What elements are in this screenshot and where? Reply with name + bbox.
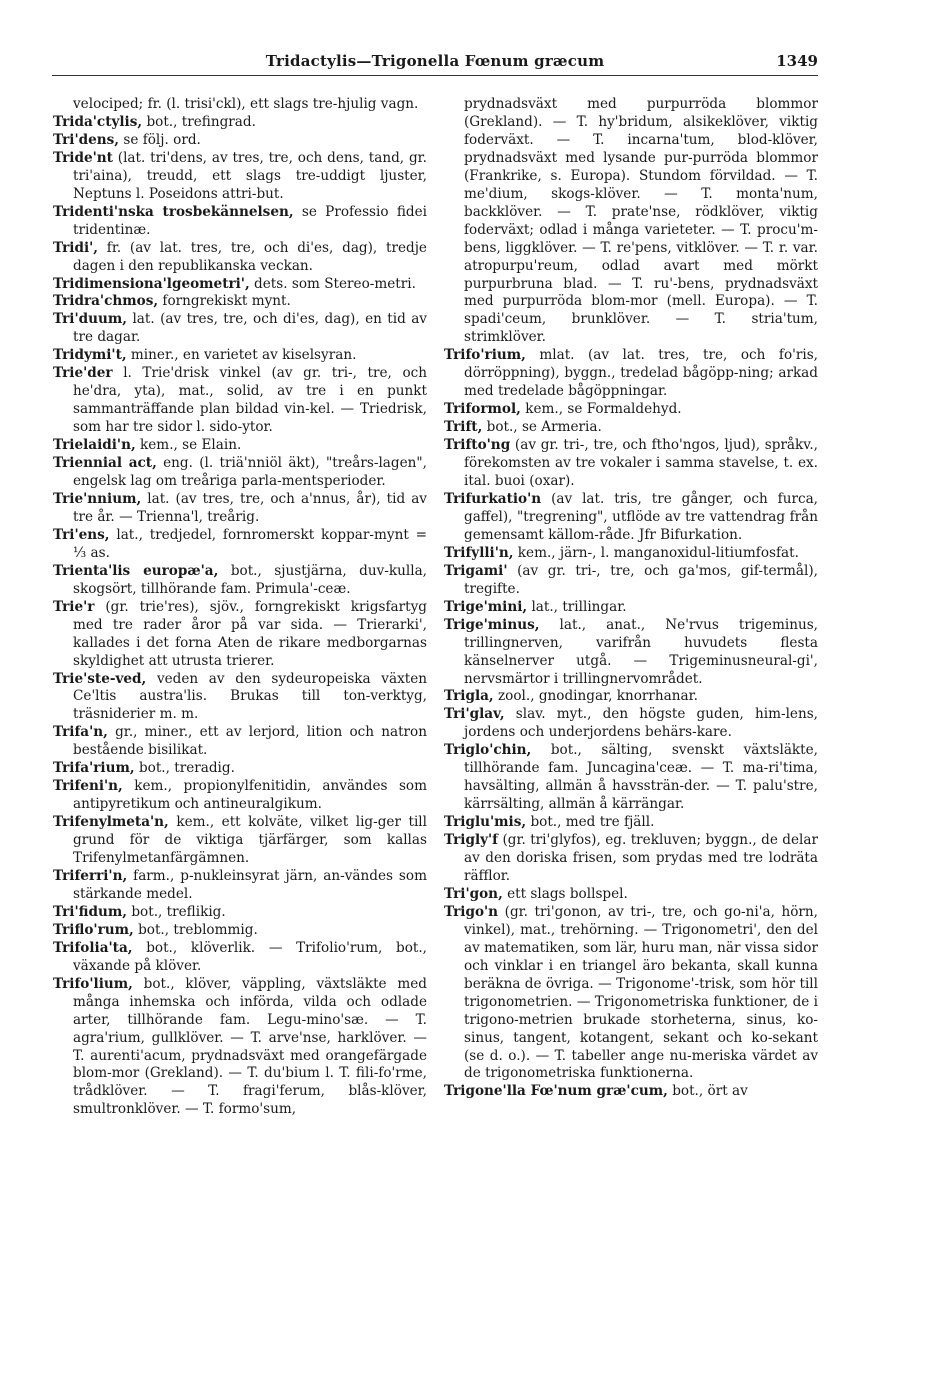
right-column bbox=[444, 96, 818, 1101]
page-header bbox=[52, 52, 818, 74]
entry-definition: prydnadsväxt med purpurröda blommor (Grekland). — T. hy'bridum, alsikeklöver, viktig foderväxt. — T. incarna'tum, blod-klöver, prydnadsväxt med lysande pur-purröda blommor (Frankrike, s. Europa). Stundom förvildad. — T. me'dium, skogs-klöver. — T. monta'num, backklöver. — T. prate'nse, rödklöver, viktig foderväxt; odlad i många varieteter. — T. procu'm-bens, liggklöver. — T. re'pens, vitklöver. — T. r. var. atropurpu'reum, odlad avart med mörkt purpurbruna blad. — T. ru'-bens, prydnadsväxt med purpurröda blom-mor (mell. Europa). — T. spadi'ceum, brunklöver. — T. stria'tum, strimklöver. bbox=[464, 96, 818, 346]
entry-definition: zool., gnodingar, knorrhanar. bbox=[498, 688, 698, 705]
dictionary-entry bbox=[53, 311, 427, 347]
entry-definition: kem., se Formaldehyd. bbox=[525, 401, 682, 418]
dictionary-entry bbox=[444, 1083, 818, 1101]
dictionary-entry bbox=[53, 599, 427, 671]
dictionary-entry bbox=[53, 868, 427, 904]
dictionary-entry bbox=[444, 419, 818, 437]
dictionary-entry bbox=[53, 114, 427, 132]
entry-headword: Tri'duum, bbox=[53, 311, 128, 328]
dictionary-entry bbox=[53, 563, 427, 599]
entry-headword: Tri'glav, bbox=[444, 706, 505, 723]
entry-headword: Trifo'lium, bbox=[53, 975, 133, 992]
entry-definition: (av gr. tri-, tre, och ftho'ngos, ljud), språkv., förekomsten av tre vokaler i samma stavelse, t. ex. ital. buoi (oxar). bbox=[464, 437, 818, 490]
entry-headword: Tride'nt bbox=[53, 149, 113, 166]
entry-definition: slav. myt., den högste guden, him-lens, jordens och underjordens behärs-kare. bbox=[464, 706, 819, 741]
entry-headword: Trigo'n bbox=[444, 903, 499, 920]
entry-definition: bot., sälting, svenskt växtsläkte, tillhörande fam. Juncagina'ceæ. — T. ma-ri'tima, havsälting, allmän å havssträn-der. — T. palu'stre, kärrsälting, allmän å kärrängar. bbox=[464, 742, 818, 813]
dictionary-entry bbox=[53, 347, 427, 365]
entry-definition: miner., en varietet av kiselsyran. bbox=[130, 347, 357, 364]
dictionary-entry bbox=[53, 132, 427, 150]
entry-definition: bot., trefingrad. bbox=[146, 113, 256, 130]
entry-definition: se Professio fidei tridentinæ. bbox=[73, 203, 427, 238]
dictionary-entry bbox=[53, 293, 427, 311]
entry-definition: kem., ett kolväte, vilket lig-ger till grund för de viktiga tjärfärger, som kallas Trifenylmetanfärgämnen. bbox=[73, 814, 427, 867]
dictionary-entry bbox=[444, 96, 818, 347]
dictionary-entry bbox=[444, 437, 818, 491]
entry-definition: bot., treradig. bbox=[138, 760, 235, 777]
entry-headword: Trie'ste-ved, bbox=[53, 670, 147, 687]
entry-headword: Trie'nnium, bbox=[53, 490, 142, 507]
dictionary-entry bbox=[444, 347, 818, 401]
dictionary-entry bbox=[444, 401, 818, 419]
page-number: 1349 bbox=[776, 52, 818, 70]
entry-headword: Tri'gon, bbox=[444, 885, 503, 902]
entry-definition: dets. som Stereo-metri. bbox=[254, 275, 416, 292]
dictionary-entry bbox=[53, 814, 427, 868]
dictionary-entry bbox=[444, 706, 818, 742]
entry-definition: lat., tredjedel, fornromerskt koppar-mynt = ⅓ as. bbox=[73, 526, 427, 561]
entry-definition: (av lat. tris, tre gånger, och furca, gaffel), "tregrening", utflöde av tre vattendrag från gemensamt källom-råde. Jfr Bifurkation. bbox=[464, 490, 818, 543]
entry-headword: Tri'ens, bbox=[53, 526, 110, 543]
entry-definition: bot., treblommig. bbox=[138, 921, 258, 938]
dictionary-entry bbox=[53, 491, 427, 527]
entry-definition: lat. (av tres, tre, och di'es, dag), en tid av tre dagar. bbox=[73, 311, 427, 346]
entry-definition: eng. (l. triä'nniöl äkt), "treårs-lagen", engelsk lag om treåriga parla-mentsperioder. bbox=[73, 455, 427, 490]
entry-headword: Trifolia'ta, bbox=[53, 939, 133, 956]
header-rule bbox=[52, 75, 818, 76]
dictionary-entry bbox=[444, 904, 818, 1084]
entry-definition: se följ. ord. bbox=[123, 131, 201, 148]
dictionary-entry bbox=[444, 545, 818, 563]
entry-definition: bot., klöverlik. — Trifolio'rum, bot., växande på klöver. bbox=[73, 939, 427, 974]
entry-headword: Trige'mini, bbox=[444, 598, 528, 615]
dictionary-entry bbox=[53, 240, 427, 276]
entry-headword: Triglo'chin, bbox=[444, 742, 532, 759]
entry-definition: bot., ört av bbox=[672, 1083, 748, 1100]
dictionary-entry bbox=[53, 976, 427, 1120]
entry-definition: mlat. (av lat. tres, tre, och fo'ris, dörröppning), byggn., tredelad bågöpp-ning; arkad med tredelade bågöppningar. bbox=[464, 347, 819, 400]
dictionary-entry bbox=[53, 724, 427, 760]
entry-headword: Tri'fidum, bbox=[53, 903, 128, 920]
entry-definition: farm., p-nukleinsyrat järn, an-vändes som stärkande medel. bbox=[73, 867, 427, 902]
entry-headword: Trida'ctylis, bbox=[53, 113, 143, 130]
dictionary-entry bbox=[53, 455, 427, 491]
entry-headword: Trifurkatio'n bbox=[444, 490, 542, 507]
entry-definition: bot., treflikig. bbox=[131, 903, 226, 920]
entry-headword: Triferri'n, bbox=[53, 867, 128, 884]
entry-headword: Trifa'n, bbox=[53, 724, 108, 741]
entry-definition: lat., anat., Ne'rvus trigeminus, trillingnerven, varifrån huvudets flesta känselnerver utgå. — Trigeminusneural-gi', nervsmärtor i trillingnervområdet. bbox=[464, 616, 818, 687]
entry-definition: bot., klöver, väppling, växtsläkte med många inhemska och införda, vilda och odlade arter, tillhörande fam. Legu-mino'sæ. — T. agra'rium, gullklöver. — T. arve'nse, harklöver. — T. aurenti'acum, prydnadsväxt med orangefärgade blom-mor (Grekland). — T. du'bium l. T. fili-fo'rme, trådklöver. — T. fragi'ferum, blås-klöver, smultronklöver. — T. formo'sum, bbox=[73, 975, 427, 1118]
entry-definition: (av gr. tri-, tre, och ga'mos, gif-termål), tregifte. bbox=[464, 562, 818, 597]
entry-headword: Trielaidi'n, bbox=[53, 437, 136, 454]
dictionary-entry bbox=[444, 563, 818, 599]
entry-definition: veden av den sydeuropeiska växten Ce'ltis austra'lis. Brukas till ton-verktyg, träsniderier m. m. bbox=[73, 670, 427, 723]
entry-definition: forngrekiskt mynt. bbox=[162, 293, 291, 310]
entry-definition: kem., se Elain. bbox=[140, 437, 242, 454]
entry-headword: Trifenylmeta'n, bbox=[53, 814, 169, 831]
dictionary-entry bbox=[53, 150, 427, 204]
entry-headword: Trigone'lla Fœ'num græ'cum, bbox=[444, 1083, 668, 1100]
entry-headword: Trigly'f bbox=[444, 832, 499, 849]
running-title: Tridactylis—Trigonella Fœnum græcum bbox=[265, 52, 605, 70]
entry-definition: ett slags bollspel. bbox=[507, 885, 628, 902]
dictionary-entry bbox=[53, 760, 427, 778]
entry-definition: (lat. tri'dens, av tres, tre, och dens, tand, gr. tri'aina), treudd, ett slags tre-uddigt ljuster, Neptuns l. Poseidons attri-but. bbox=[73, 149, 427, 202]
dictionary-entry bbox=[444, 617, 818, 689]
dictionary-entry bbox=[444, 599, 818, 617]
dictionary-entry bbox=[53, 527, 427, 563]
entry-headword: Tridra'chmos, bbox=[53, 293, 159, 310]
entry-definition: bot., se Armeria. bbox=[486, 419, 602, 436]
entry-headword: Trienta'lis europæ'a, bbox=[53, 562, 219, 579]
dictionary-entry bbox=[444, 491, 818, 545]
entry-definition: gr., miner., ett av lerjord, lition och natron bestående bisilikat. bbox=[73, 724, 427, 759]
entry-headword: Trifto'ng bbox=[444, 437, 511, 454]
entry-headword: Triformol, bbox=[444, 401, 521, 418]
entry-headword: Trifa'rium, bbox=[53, 760, 135, 777]
entry-definition: velociped; fr. (l. trisi'ckl), ett slags tre-hjulig vagn. bbox=[73, 96, 419, 112]
entry-headword: Trigami' bbox=[444, 562, 508, 579]
entry-definition: bot., med tre fjäll. bbox=[530, 814, 655, 831]
dictionary-entry bbox=[444, 832, 818, 886]
dictionary-entry bbox=[53, 365, 427, 437]
entry-headword: Trige'minus, bbox=[444, 616, 540, 633]
entry-headword: Trifylli'n, bbox=[444, 544, 514, 561]
entry-definition: (gr. tri'glyfos), eg. trekluven; byggn., de delar av den doriska frisen, som prydas med tre lodräta räfflor. bbox=[464, 832, 818, 884]
entry-headword: Trigla, bbox=[444, 688, 494, 705]
entry-definition: kem., propionylfenitidin, användes som antipyretikum och antineuralgikum. bbox=[73, 778, 427, 813]
dictionary-entry bbox=[53, 778, 427, 814]
entry-definition: fr. (av lat. tres, tre, och di'es, dag), tredje dagen i den republikanska veckan. bbox=[73, 239, 427, 274]
entry-headword: Trie'der bbox=[53, 365, 113, 382]
dictionary-entry bbox=[53, 276, 427, 294]
entry-definition: (gr. tri'gonon, av tri-, tre, och go-ni'a, hörn, vinkel), mat., trehörning. — Trigonometri', den del av matematiken, som lär, huru man, när vissa sidor och vinklar i en triangel äro bekanta, skall kunna beräkna de övriga. — Trigonome'-trisk, som hör till trigonometrien. — Trigonometriska funktioner, de i trigono-metrien brukade storheterna, sinus, ko-sinus, tangent, kotangent, sekant och ko-sekant (se d. o.). — T. tabeller ange nu-meriska värdet av de trigonometriska funktionerna. bbox=[464, 903, 818, 1082]
dictionary-entry bbox=[53, 437, 427, 455]
entry-definition: lat., trillingar. bbox=[531, 598, 627, 615]
dictionary-entry bbox=[444, 688, 818, 706]
entry-headword: Tridimensiona'lgeometri', bbox=[53, 275, 250, 292]
entry-headword: Tridymi't, bbox=[53, 347, 127, 364]
dictionary-entry bbox=[53, 96, 427, 114]
entry-headword: Tridenti'nska trosbekännelsen, bbox=[53, 203, 294, 220]
dictionary-entry bbox=[53, 204, 427, 240]
entry-headword: Triglu'mis, bbox=[444, 814, 527, 831]
entry-headword: Trie'r bbox=[53, 598, 95, 615]
entry-headword: Triflo'rum, bbox=[53, 921, 134, 938]
dictionary-entry bbox=[53, 940, 427, 976]
left-column bbox=[53, 96, 427, 1119]
entry-definition: l. Trie'drisk vinkel (av gr. tri-, tre, och he'dra, yta), mat., solid, av tre i en punkt sammanträffande plan bildad vin-kel. — Triedrisk, som har tre sidor l. sido-ytor. bbox=[73, 365, 428, 436]
entry-headword: Triennial act, bbox=[53, 455, 157, 472]
entry-headword: Trift, bbox=[444, 419, 483, 436]
dictionary-entry bbox=[53, 904, 427, 922]
dictionary-entry bbox=[444, 886, 818, 904]
dictionary-entry bbox=[444, 742, 818, 814]
entry-headword: Trifo'rium, bbox=[444, 347, 526, 364]
entry-headword: Tridi', bbox=[53, 239, 99, 256]
dictionary-entry bbox=[53, 922, 427, 940]
entry-definition: (gr. trie'res), sjöv., forngrekiskt krigsfartyg med tre rader åror på var sida. — Trierarki', kallades i det forna Aten de rikare medborgarnas skyldighet att utrusta trierer. bbox=[73, 598, 427, 669]
entry-definition: kem., järn-, l. manganoxidul-litiumfosfat. bbox=[517, 544, 799, 561]
entry-headword: Trifeni'n, bbox=[53, 778, 123, 795]
entry-definition: bot., sjustjärna, duv-kulla, skogsört, tillhörande fam. Primula'-ceæ. bbox=[73, 562, 428, 597]
entry-definition: lat. (av tres, tre, och a'nnus, år), tid av tre år. — Trienna'l, treårig. bbox=[73, 490, 427, 525]
dictionary-entry bbox=[444, 814, 818, 832]
entry-headword: Tri'dens, bbox=[53, 131, 120, 148]
dictionary-entry bbox=[53, 671, 427, 725]
